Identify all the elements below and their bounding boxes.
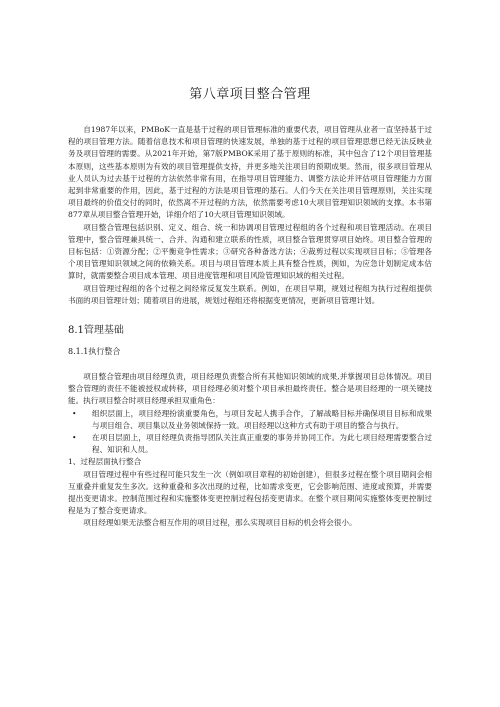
bullet-item-project [68,432,432,456]
intro-paragraph-3: 项目管理过程组的各个过程之间经常反复发生联系。例如，在项目早期，规划过程组为执行过程组提供书面的项目管理计划；随着项目的进展，规划过程组还将根据变更情况，更新项目管理计划。 [68,283,432,305]
subsection-paragraph: 项目整合管理由项目经理负责，项目经理负责整合所有其他知识领域的成果,并掌握项目总体情况。项目整合管理的责任不能被授权或转移，项目经理必须对整个项目承担最终责任。整合是项目经理的一项关键技能。执行项目整合时项目经理承担双重角色： [68,372,432,406]
process-paragraph-2: 项目经理如果无法整合相互作用的项目过程，那么实现项目目标的机会将会很小。 [83,518,357,528]
bullet-icon: • [72,408,77,418]
bullet-icon: • [72,433,77,443]
chapter-title: 第八章项目整合管理 [189,87,311,102]
section-heading: 8.1管理基础 [68,325,124,337]
process-heading: 1、过程层面执行整合 [68,457,142,467]
intro-paragraph-2: 项目整合管理包括识别、定义、组合、统一和协调项目管理过程组的各个过程和项目管理活动。在项目管理中，整合管理兼具统一、合并、沟通和建立联系的性质，项目整合管理贯穿项目始终。项目整合管理的目标包括：①资源分配；②平衡竞争性需求；③研究各种备选方法；④裁剪过程以实现项目目标；⑤管理各个项目管理知识领域之间的依赖关系。项目与项目管理本质上具有整合性质，例如，为应急计划制定成本估算时，就需要整合项目成本管理、项目进度管理和项目风险管理知识域的相关过程。 [68,222,432,281]
bullet-text: 在项目层面上，项目经理负责指导团队关注真正重要的事务并协同工作。为此七项目经理需要整合过程、知识和人员。 [92,433,432,455]
subsection-heading: 8.1.1执行整合 [68,347,121,357]
process-paragraph-1: 项目管理过程中有些过程可能只发生一次（例如项目章程的初始创建），但很多过程在整个项目期间会相互重叠并重复发生多次。这种重叠和多次出现的过程，比如需求变更，它会影响范围、进度或预算，并需要提出变更请求。控制范围过程和实施整体变更控制过程包括变更请求。在整个项目期间实施整体变更控制过程是为了整合变更请求。 [68,469,432,516]
bullet-text: 组织层面上，项目经理扮演重要角色，与项目发起人携手合作，了解战略目标并确保项目目标和成果与项目组合、项目集以及业务领域保持一致。项目经理以这种方式有助于项目的整合与执行。 [92,408,432,430]
role-bullet-list [68,408,432,457]
bullet-item-organization [68,408,432,432]
intro-paragraph-1: 自1987年以来，PMBoK一直是基于过程的项目管理标准的重要代表，项目管理从业者一直坚持基于过程的项目管理方法。随着信息技术和项目管理的快速发展，单独的基于过程的项目管理思想已经无法反映业务及项目管理的需要。从2021年开始，第7版PMBOK采用了基于原则的标准，其中包含了12个项目管理基本原则，这些基本原则为有效的项目管理提供支持，并更多地关注项目的预期成果。然而，很多项目管理从业人员认为过去基于过程的方法依然非常有用，在指导项目管理能力、调整方法论并评估项目管理能力方面起到非常重要的作用，因此，基于过程的方法是项目管理的基石。人们今天在关注项目管理原则，关注实现项目最终的价值交付的同时，依然离不开过程的方法，依然需要考虑10大项目管理知识领域的支撑。本书第877章从项目整合管理开始，详细介绍了10大项目管理知识领域。 [68,125,432,220]
